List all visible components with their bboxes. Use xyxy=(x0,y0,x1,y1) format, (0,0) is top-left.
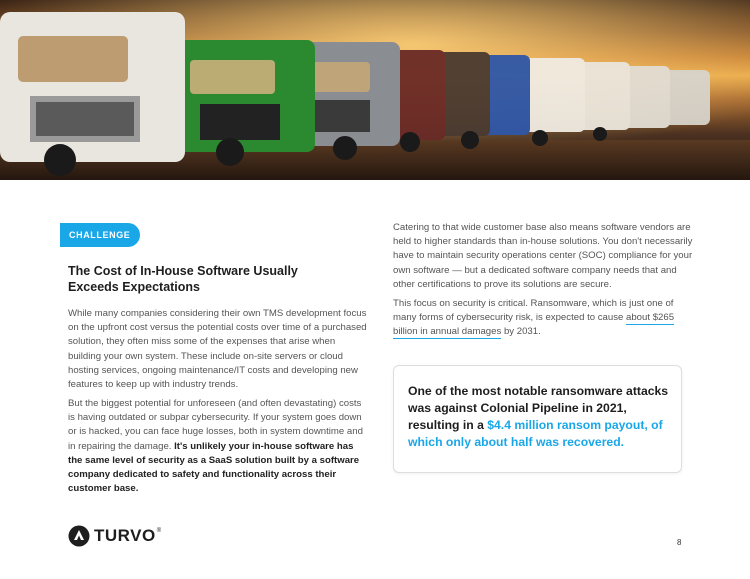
right-paragraph-2-after: by 2031. xyxy=(503,326,541,338)
turvo-logo xyxy=(68,524,161,548)
left-paragraph-2-bold: It's unlikely your in-house software has the same level of security as a SaaS solution built by a software company dedicated to safety and functionality across their customer base. xyxy=(68,440,360,495)
left-paragraph-2-text: But the biggest potential for unforeseen (and often devastating) costs is having outdated or subpar cybersecurity. If your system goes down or is hacked, you can face huge losses, both in system downtime and in repairing the damage. xyxy=(68,398,363,452)
right-paragraph-2 xyxy=(393,297,693,340)
left-paragraph-1: While many companies considering their own TMS development focus on the upfront cost versus the potential costs over time of a purchased solution, they often miss some of the expenses that arise when building your own system. These include on-site servers or cloud hosting services, ongoing maintenance/IT costs and developing new features to keep up with industry trends. xyxy=(68,308,367,391)
left-paragraph-2 xyxy=(68,397,368,496)
turvo-logo-icon xyxy=(68,525,90,547)
pullquote-callout xyxy=(393,365,682,473)
truck-fleet-illustration xyxy=(0,0,750,180)
turvo-logo-text: TURVO xyxy=(94,526,156,545)
right-paragraph-2-before: This focus on security is critical. Ransomware, which is just one of many forms of cybersecurity risk, is expected to cause xyxy=(393,298,674,324)
ransomware-damages-link[interactable]: about $265 billion in annual damages xyxy=(393,312,675,338)
turvo-logo-registered: ® xyxy=(156,528,162,534)
header-truck-photo xyxy=(0,0,750,180)
section-heading-line-2: Exceeds Expectations xyxy=(68,280,201,294)
callout-text: One of the most notable ransomware attacks was against Colonial Pipeline in 2021, resulting in a xyxy=(408,384,669,432)
right-paragraph-1: Catering to that wide customer base also means software vendors are held to higher standards than in-house solutions. You don't necessarily have to maintain security operations center (SOC) compliance for your own software — but a dedicated software company needs that and other certifications to prove its solutions are secure. xyxy=(393,222,693,290)
callout-highlight: $4.4 million ransom payout, of which only about half was recovered. xyxy=(408,418,663,449)
section-heading xyxy=(68,263,328,295)
page-number: 8 xyxy=(677,538,682,547)
challenge-badge: CHALLENGE 3: xyxy=(60,223,140,247)
section-heading-line-1: The Cost of In-House Software Usually xyxy=(68,264,298,278)
